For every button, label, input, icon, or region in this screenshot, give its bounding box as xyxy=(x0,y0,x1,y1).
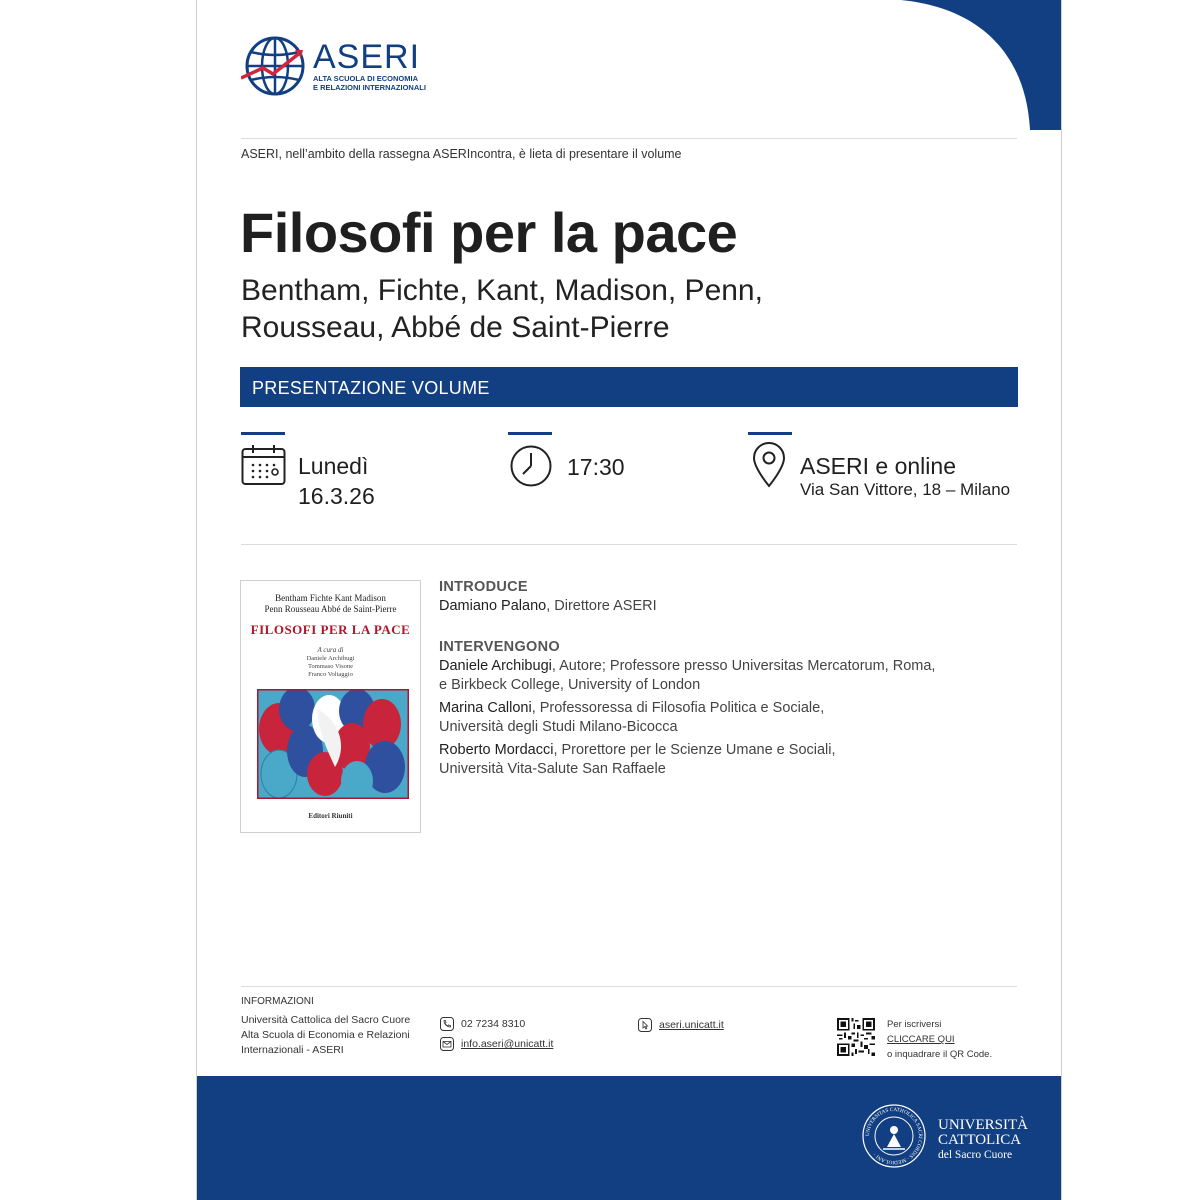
introduce-section xyxy=(439,578,657,616)
top-divider xyxy=(241,138,1017,139)
cover-publisher: Editori Riuniti xyxy=(308,812,353,820)
poster xyxy=(196,0,1062,1200)
register-line-2: o inquadrare il QR Code. xyxy=(887,1049,993,1060)
footer-band xyxy=(197,1076,1061,1200)
book-cover xyxy=(240,580,421,833)
speaker-affiliation: Università degli Studi Milano-Bicocca xyxy=(439,719,678,735)
university-name xyxy=(938,1118,1028,1163)
intervengono-heading: INTERVENGONO xyxy=(439,639,560,655)
introduce-heading: INTRODUCE xyxy=(439,579,528,595)
subtitle-line-1: Bentham, Fichte, Kant, Madison, Penn, xyxy=(241,274,763,307)
cover-a-cura-di: A cura di xyxy=(317,646,344,654)
website-contact[interactable] xyxy=(638,1018,724,1032)
university-line-3: del Sacro Cuore xyxy=(938,1149,1013,1161)
event-place: ASERI e online xyxy=(800,453,956,479)
web-cursor-icon xyxy=(638,1018,652,1032)
introduce-role: , Direttore ASERI xyxy=(546,598,657,614)
speaker-name: Roberto Mordacci xyxy=(439,742,554,758)
intro-text: ASERI, nell’ambito della rassegna ASERIncontra, è lieta di presentare il volume xyxy=(241,147,682,161)
speaker-name: Daniele Archibugi xyxy=(439,658,552,674)
middle-divider xyxy=(241,544,1017,545)
cover-editor-2: Tommaso Visone xyxy=(307,663,354,670)
website-link[interactable]: aseri.unicatt.it xyxy=(659,1019,724,1031)
introduce-name: Damiano Palano xyxy=(439,598,547,614)
logo-subtitle-2: E RELAZIONI INTERNAZIONALI xyxy=(313,83,426,92)
cover-authors-line-2: Penn Rousseau Abbé de Saint-Pierre xyxy=(264,604,397,614)
logo-subtitle-1: ALTA SCUOLA DI ECONOMIA xyxy=(313,74,418,83)
cover-artwork xyxy=(257,689,409,799)
speaker-item xyxy=(439,741,935,779)
logo-name: ASERI xyxy=(313,38,421,76)
speakers-section xyxy=(439,638,935,779)
subtitle-line-2: Rousseau, Abbé de Saint-Pierre xyxy=(241,311,670,344)
email-contact[interactable] xyxy=(440,1037,553,1051)
speaker-affiliation: e Birkbeck College, University of London xyxy=(439,677,701,693)
org-line-2: Alta Scuola di Economia e Relazioni xyxy=(241,1029,410,1041)
phone-number: 02 7234 8310 xyxy=(461,1018,526,1030)
accent-bar-time xyxy=(508,432,552,435)
university-seal-icon xyxy=(861,1103,927,1169)
phone-contact xyxy=(440,1017,525,1031)
event-time: 17:30 xyxy=(567,454,625,480)
seal-text: UNIVERSITAS CATHOLICA SACRI CORDIS · MEDIOLANI · xyxy=(864,1106,924,1166)
speaker-role: , Autore; Professore presso Universitas Mercatorum, Roma, xyxy=(551,658,936,674)
info-label: INFORMAZIONI xyxy=(241,996,314,1007)
qr-code-icon[interactable] xyxy=(837,1018,875,1056)
footer-divider xyxy=(241,986,1017,987)
cover-editor-1: Daniele Archibugi xyxy=(306,655,355,662)
accent-bar-place xyxy=(748,432,792,435)
section-band: PRESENTAZIONE VOLUME xyxy=(240,367,1018,407)
clock-icon xyxy=(509,444,553,488)
accent-bar-date xyxy=(241,432,285,435)
globe-logo-icon xyxy=(241,34,305,98)
corner-decoration xyxy=(741,0,1061,130)
registration-info xyxy=(887,1017,992,1062)
cover-title: FILOSOFI PER LA PACE xyxy=(250,622,411,637)
register-link[interactable]: CLICCARE QUI xyxy=(887,1034,955,1045)
map-pin-icon xyxy=(752,442,786,488)
speaker-role: , Professoressa di Filosofia Politica e Sociale, xyxy=(531,700,825,716)
calendar-icon xyxy=(241,444,287,486)
page-title: Filosofi per la pace xyxy=(240,201,738,264)
university-line-2: CATTOLICA xyxy=(938,1132,1022,1148)
speaker-item xyxy=(439,699,935,737)
phone-icon xyxy=(440,1017,454,1031)
speaker-item xyxy=(439,657,935,695)
cover-editor-3: Franco Voltaggio xyxy=(308,671,353,678)
university-line-1: UNIVERSITÀ xyxy=(938,1117,1028,1133)
cover-editors xyxy=(241,646,420,679)
speaker-name: Marina Calloni xyxy=(439,700,532,716)
event-day: Lunedì xyxy=(298,453,369,479)
mail-icon xyxy=(440,1037,454,1051)
org-line-3: Internazionali - ASERI xyxy=(241,1044,344,1056)
event-address: Via San Vittore, 18 – Milano xyxy=(800,480,1011,499)
aseri-logo xyxy=(241,34,426,98)
subtitle xyxy=(241,272,941,346)
org-line-1: Università Cattolica del Sacro Cuore xyxy=(241,1014,411,1026)
cover-authors xyxy=(241,593,420,615)
organization-info xyxy=(241,1013,421,1058)
speaker-role: , Prorettore per le Scienze Umane e Sociali, xyxy=(553,742,836,758)
email-link[interactable]: info.aseri@unicatt.it xyxy=(461,1038,554,1050)
register-line-1: Per iscriversi xyxy=(887,1019,942,1030)
cover-authors-line-1: Bentham Fichte Kant Madison xyxy=(275,593,386,603)
event-date: 16.3.26 xyxy=(298,483,375,509)
speaker-affiliation: Università Vita-Salute San Raffaele xyxy=(439,761,666,777)
